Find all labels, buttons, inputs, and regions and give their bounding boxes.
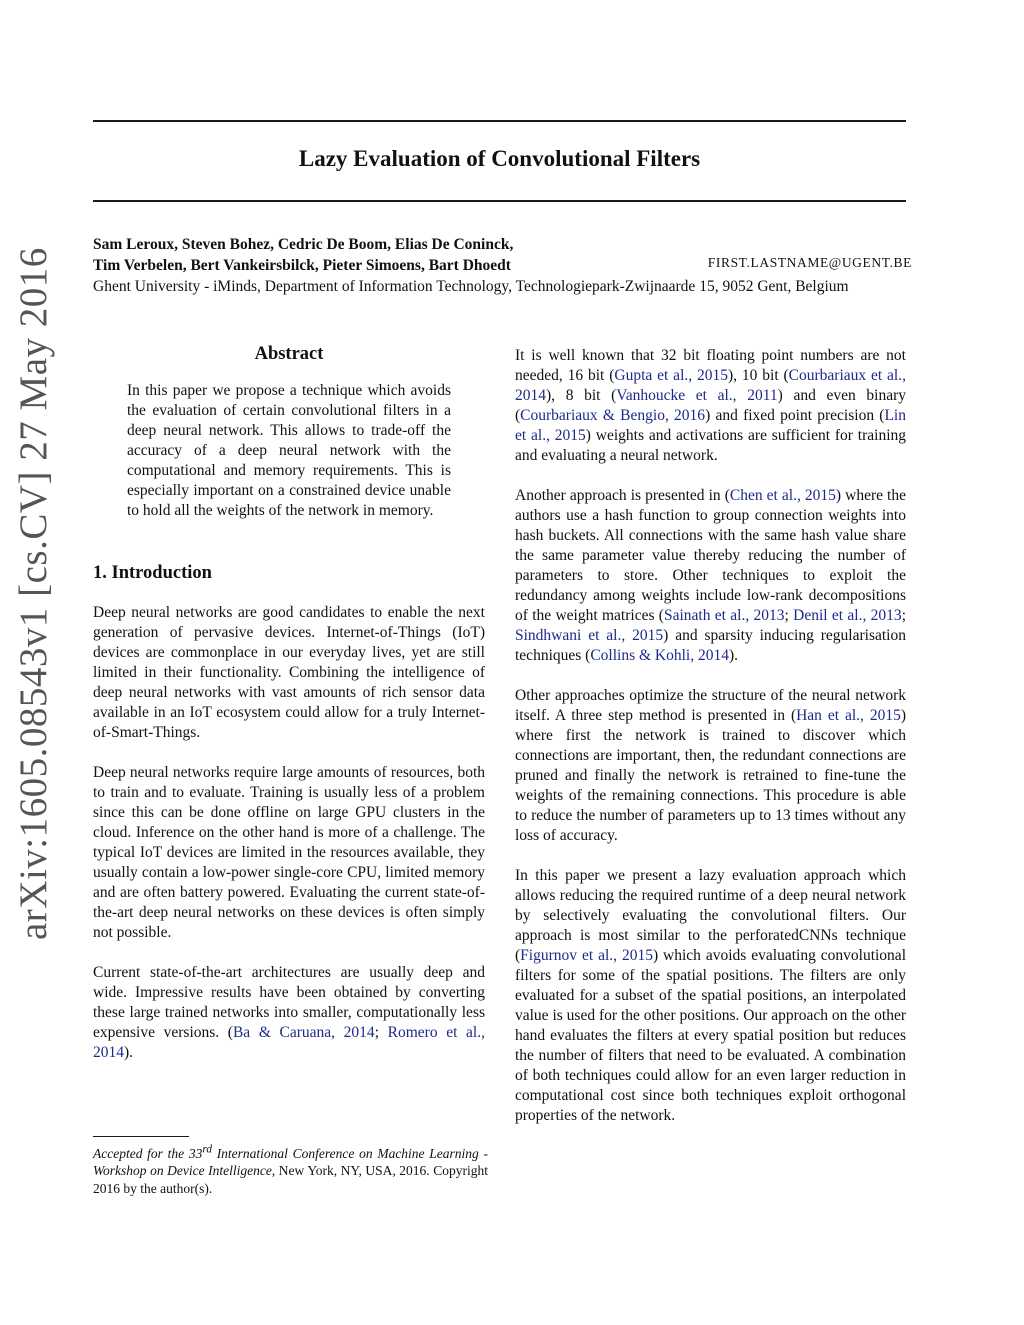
intro-paragraph-6	[515, 686, 906, 846]
text-run: International Conference on Machine Learning - Workshop on Device Intelligence	[93, 1145, 488, 1178]
intro-paragraph-2: Deep neural networks require large amounts of resources, both to train and to evaluate. Training is usually less of a problem since this can be done offline on large GPU clusters in the cloud. Inference on the other hand is more of a challenge. The typical IoT devices are limited in the resources available, they usually contain a low-power single-core CPU, limited memory and are often battery powered. Evaluating the current state-of-the-art deep neural networks on these devices is often simply not possible.	[93, 764, 485, 941]
intro-paragraph-4	[515, 346, 906, 466]
intro-paragraph-5	[515, 486, 906, 666]
title-rule-top	[93, 120, 906, 122]
text-run: In this paper we present a lazy evaluation approach which allows reducing the required runtime of a deep neural network by selectively evaluating the convolutional filters. Our approach is most similar to the perforatedCNNs technique (	[515, 867, 906, 964]
text-run: ), 10 bit (	[728, 367, 789, 384]
text-run: Other approaches optimize the structure of the neural network itself. A three step method is presented in (	[515, 687, 906, 724]
abstract-text: In this paper we propose a technique which avoids the evaluation of certain convolutional filters in a deep neural network. This allows to trade-off the accuracy of a deep neural network with the computational and memory requirements. This is especially important on a constrained device unable to hold all the weights of the network in memory.	[127, 382, 451, 519]
right-column	[515, 346, 906, 1146]
footnote-rule	[93, 1136, 189, 1137]
citation-link[interactable]: Romero et al., 2014	[93, 1024, 485, 1061]
citation-link[interactable]: Courbariaux et al., 2014	[515, 367, 906, 404]
text-run: ;	[784, 607, 794, 624]
text-run: ) where first the network is trained to discover which connections are important, then, the redundant connections are pruned and finally the network is retrained to fine-tune the weights of the remaining connections. This procedure is able to reduce the number of parameters up to 13 times without any loss of accuracy.	[515, 707, 906, 844]
text-run: ;	[374, 1024, 388, 1041]
citation-link[interactable]: Ba & Caruana, 2014	[232, 1024, 375, 1041]
affiliation: Ghent University - iMinds, Department of Information Technology, Technologiepark-Zwijnaarde 15, 9052 Gent, Belgium	[93, 278, 849, 295]
citation-link[interactable]: Figurnov et al., 2015	[520, 947, 653, 964]
text-run: ) and sparsity inducing regularisation techniques (	[515, 627, 906, 664]
citation-link[interactable]: Lin et al., 2015	[515, 407, 906, 444]
citation-link[interactable]: Han et al., 2015	[796, 707, 901, 724]
text-run: ) where the authors use a hash function to group connection weights into hash buckets. All connections with the same hash value share the same parameter value thereby reducing the number of parameters to store. Other techniques to exploit the redundancy among weights include low-rank decompositions of the weight matrices (	[515, 487, 906, 624]
citation-link[interactable]: Courbariaux & Bengio, 2016	[520, 407, 706, 424]
intro-paragraph-3	[93, 963, 485, 1063]
citation-link[interactable]: Gupta et al., 2015	[614, 367, 728, 384]
text-run: It is well known that 32 bit floating point numbers are not needed, 16 bit (	[515, 347, 906, 384]
text-run: Current state-of-the-art architectures are usually deep and wide. Impressive results have been obtained by converting these large trained networks into smaller, computationally less expensive versions. (	[93, 964, 485, 1041]
citation-link[interactable]: Denil et al., 2013	[793, 607, 902, 624]
text-run: Accepted for the	[93, 1145, 189, 1161]
intro-paragraph-1: Deep neural networks are good candidates to enable the next generation of pervasive devices. Internet-of-Things (IoT) devices are commonplace in our everyday lives, yet are still limited in their functionality. Combining the intelligence of deep neural networks with vast amounts of rich sensor data available in an IoT ecosystem could allow for a truly Internet-of-Smart-Things.	[93, 604, 485, 741]
footnote	[93, 1141, 488, 1197]
text-run: Another approach is presented in (	[515, 487, 730, 504]
citation-link[interactable]: Sindhwani et al., 2015	[515, 627, 664, 644]
left-column	[93, 340, 485, 1083]
citation-link[interactable]: Vanhoucke et al., 2011	[616, 387, 778, 404]
text-run: , New York, NY, USA, 2016. Copyright 2016 by the author(s).	[93, 1163, 488, 1196]
text-run: ) weights and activations are sufficient for training and evaluating a neural network.	[515, 427, 906, 464]
abstract-heading: Abstract	[254, 344, 324, 364]
citation-link[interactable]: Sainath et al., 2013	[663, 607, 785, 624]
superscript: rd	[202, 1143, 212, 1155]
text-run: ).	[124, 1044, 134, 1061]
arxiv-stamp: arXiv:1605.08543v1 [cs.CV] 27 May 2016	[12, 247, 55, 940]
intro-paragraph-7	[515, 866, 906, 1126]
text-run: ;	[901, 607, 906, 624]
authors-line-1: Sam Leroux, Steven Bohez, Cedric De Boom, Elias De Coninck,	[93, 236, 514, 253]
author-email: FIRST.LASTNAME@UGENT.BE	[707, 255, 912, 270]
text-run: 33	[188, 1145, 203, 1161]
text-run: ) and fixed point precision (	[705, 407, 885, 424]
text-run: ).	[728, 647, 739, 664]
text-run: ) and even binary (	[515, 387, 906, 424]
authors-line-2: Tim Verbelen, Bert Vankeirsbilck, Pieter Simoens, Bart Dhoedt	[93, 257, 511, 274]
title-rule-bottom	[93, 200, 906, 202]
paper-title: Lazy Evaluation of Convolutional Filters	[298, 146, 701, 171]
text-run: ), 8 bit (	[546, 387, 617, 404]
citation-link[interactable]: Chen et al., 2015	[729, 487, 836, 504]
introduction-heading: 1. Introduction	[93, 563, 212, 583]
citation-link[interactable]: Collins & Kohli, 2014	[590, 647, 729, 664]
text-run: ) which avoids evaluating convolutional filters for some of the spatial positions. The filters are only evaluated for a subset of the spatial positions, an interpolated value is used for the other positions. Our approach on the other hand evaluates the filters at every spatial position but reduces the number of filters that need to be evaluated. A combination of both techniques could allow for an even larger reduction in computational cost since both techniques exploit orthogonal properties of the network.	[515, 947, 906, 1124]
